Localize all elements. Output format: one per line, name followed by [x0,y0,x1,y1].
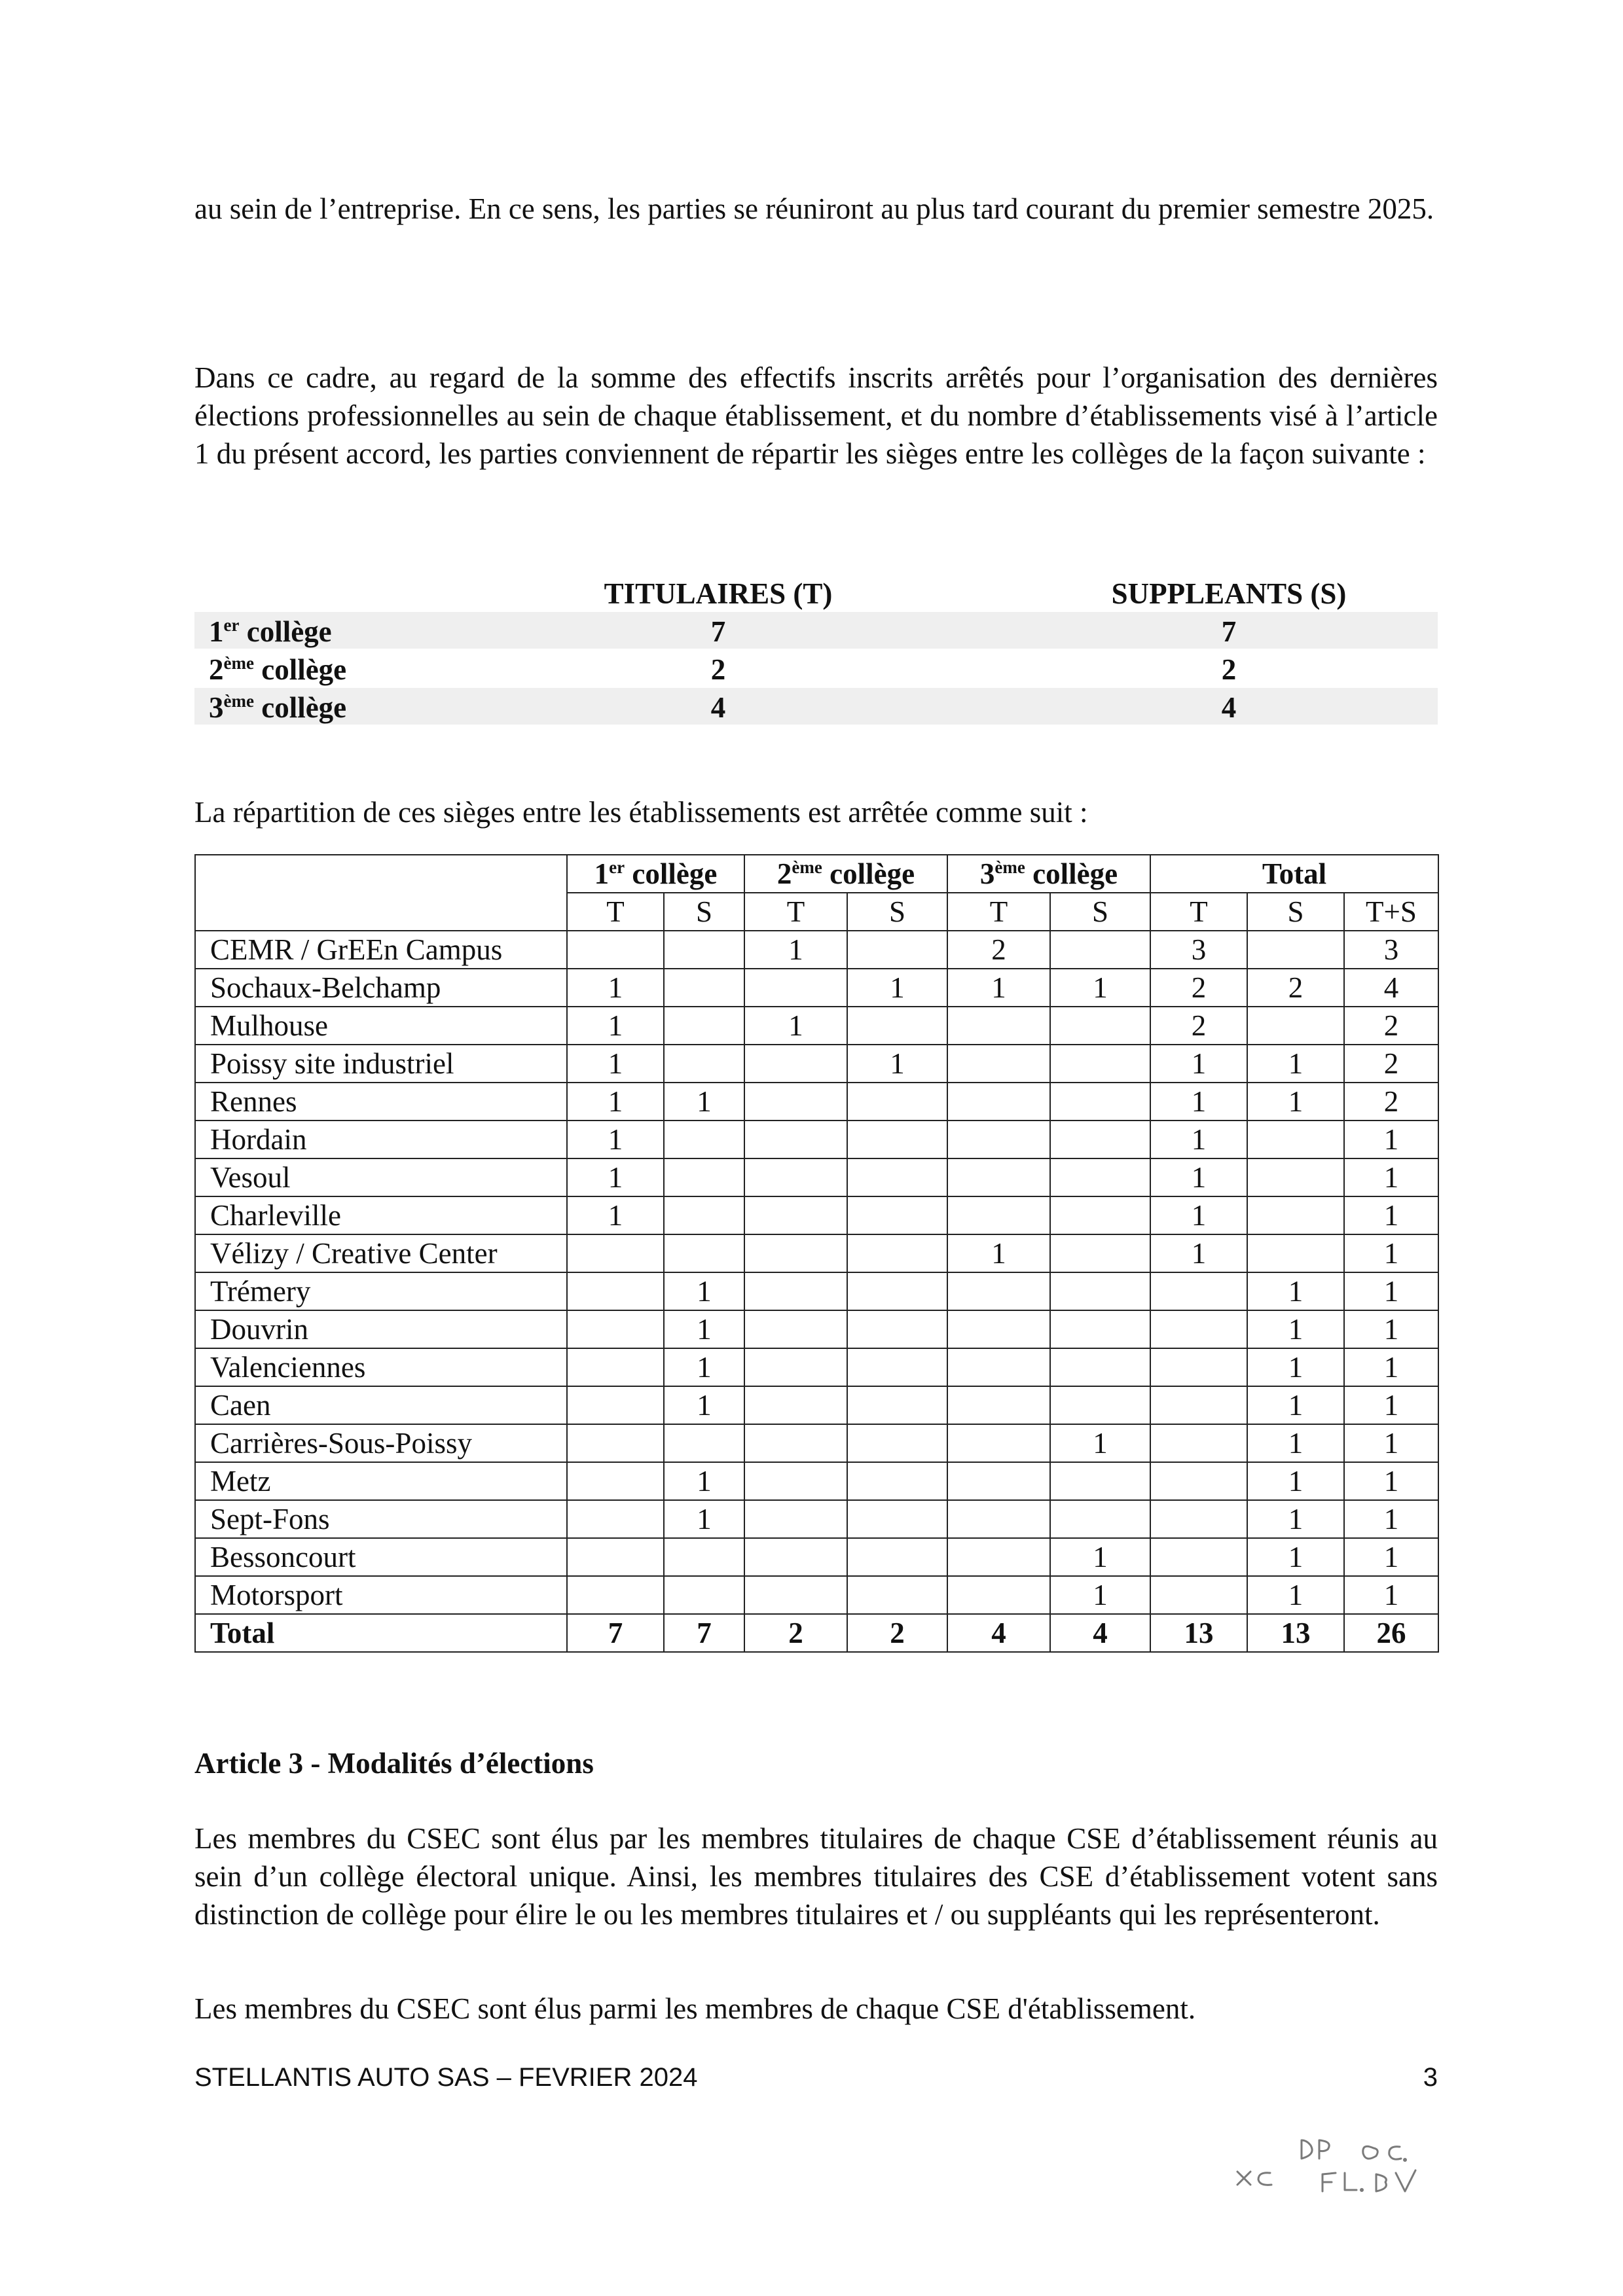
seat-count-cell: 1 [1150,1121,1247,1158]
seat-count-cell [1050,1500,1150,1538]
seat-count-cell [947,1348,1050,1386]
grid-group-header: 2ème collège [744,855,947,893]
seat-count-cell [664,1045,744,1083]
seat-count-cell [567,1500,664,1538]
table-row [195,1234,1438,1272]
seat-count-cell [1247,1121,1344,1158]
seat-count-cell [947,1424,1050,1462]
grid-subheader-cell: T [947,893,1050,931]
seat-count-cell: 1 [567,1083,664,1121]
seat-count-cell [1050,1007,1150,1045]
grid-subheader-cell: S [1050,893,1150,931]
establishment-name: CEMR / GrEEn Campus [195,931,567,969]
seat-count-cell [1050,931,1150,969]
seat-count-cell: 1 [1150,1196,1247,1234]
grid-corner-cell [195,855,567,931]
seat-count-cell [847,1500,947,1538]
seat-count-cell [744,1348,847,1386]
seat-count-cell [947,1272,1050,1310]
college-label: 3ème collège [209,691,347,724]
seat-count-cell [1247,1158,1344,1196]
seat-count-cell: 1 [567,1121,664,1158]
seat-count-cell [744,1538,847,1576]
seat-count-cell [1050,1348,1150,1386]
seat-count-cell [744,1500,847,1538]
seat-count-cell [744,1462,847,1500]
seat-count-cell [664,1424,744,1462]
seat-count-cell [1150,1538,1247,1576]
seat-count-cell: 1 [1150,1234,1247,1272]
intro-paragraph-1: au sein de l’entreprise. En ce sens, les parties se réuniront au plus tard courant du premier semestre 2025. [194,192,1434,225]
seat-count-cell: 7 [664,1614,744,1652]
table-row [195,1348,1438,1386]
seat-count-cell [947,1121,1050,1158]
establishment-name: Charleville [195,1196,567,1234]
seat-count-cell: 1 [1344,1348,1438,1386]
seat-count-cell: 1 [1050,1538,1150,1576]
seat-count-cell: 1 [567,1196,664,1234]
establishment-name: Sochaux-Belchamp [195,969,567,1007]
seat-count-cell [744,1158,847,1196]
summary-row [194,650,1438,687]
seat-count-cell: 1 [567,969,664,1007]
establishment-name: Motorsport [195,1576,567,1614]
suppleants-value: 4 [1221,691,1237,724]
table-row [195,969,1438,1007]
seat-count-cell [847,1538,947,1576]
establishment-name: Vesoul [195,1158,567,1196]
seat-count-cell [664,931,744,969]
table-row [195,1500,1438,1538]
repartition-table [194,854,1439,1653]
seat-count-cell: 1 [1344,1424,1438,1462]
grid-subheader-cell: T [1150,893,1247,931]
seat-count-cell: 1 [1247,1576,1344,1614]
seat-count-cell [847,1272,947,1310]
seat-count-cell [847,1386,947,1424]
seat-count-cell: 1 [1344,1462,1438,1500]
grid-subheader-cell: T [567,893,664,931]
grid-header-row [195,855,1438,893]
seat-count-cell: 1 [664,1272,744,1310]
seat-count-cell [847,1576,947,1614]
seat-count-cell [744,1424,847,1462]
seat-count-cell [947,1462,1050,1500]
seat-count-cell [1150,1576,1247,1614]
seat-count-cell: 3 [1150,931,1247,969]
seat-count-cell [847,1196,947,1234]
article-3-paragraph-1: Les membres du CSEC sont élus par les membres titulaires de chaque CSE d’établissement réunis au sein d’un collège électoral unique. Ainsi, les membres titulaires des CSE d’établissement votent sans distinction de collège pour élire le ou les membres titulaires et / ou suppléants qui les représenteront. [194,1822,1438,1931]
seat-count-cell: 1 [1344,1272,1438,1310]
seat-count-cell [847,1007,947,1045]
seat-count-cell: 1 [847,1045,947,1083]
seat-count-cell [567,1234,664,1272]
seat-count-cell: 1 [1247,1045,1344,1083]
seat-count-cell [847,1121,947,1158]
seat-count-cell [744,1272,847,1310]
seat-count-cell [664,1196,744,1234]
seat-count-cell: 2 [1344,1045,1438,1083]
seat-count-cell [744,1386,847,1424]
grid-group-header: 3ème collège [947,855,1150,893]
seat-count-cell [1150,1500,1247,1538]
header-titulaires: TITULAIRES (T) [604,577,833,610]
seat-count-cell: 4 [1344,969,1438,1007]
seat-count-cell [744,1310,847,1348]
seat-count-cell [1247,1234,1344,1272]
seat-count-cell: 1 [567,1045,664,1083]
seat-count-cell: 26 [1344,1614,1438,1652]
table-row [195,1196,1438,1234]
seat-count-cell: 1 [1247,1462,1344,1500]
seat-count-cell: 1 [1344,1310,1438,1348]
grid-subheader-cell: S [847,893,947,931]
table-row [195,1007,1438,1045]
seat-count-cell [664,1576,744,1614]
seat-count-cell: 1 [664,1310,744,1348]
grid-group-header: Total [1150,855,1438,893]
table-row [195,1386,1438,1424]
seat-count-cell: 2 [947,931,1050,969]
seat-count-cell [1050,1196,1150,1234]
seat-count-cell: 1 [664,1462,744,1500]
seat-count-cell: 4 [1050,1614,1150,1652]
seat-count-cell [847,931,947,969]
seat-count-cell [1050,1045,1150,1083]
seat-count-cell: 1 [847,969,947,1007]
seat-count-cell [947,1083,1050,1121]
article-3-heading: Article 3 - Modalités d’élections [194,1747,594,1780]
seat-count-cell [947,1196,1050,1234]
seat-count-cell [664,1234,744,1272]
summary-row [194,612,1438,649]
seat-count-cell [664,1007,744,1045]
page-number: 3 [1423,2063,1438,2092]
establishment-name: Mulhouse [195,1007,567,1045]
seat-count-cell [847,1348,947,1386]
table-row [195,1538,1438,1576]
seat-count-cell: 1 [664,1386,744,1424]
seat-count-cell [1050,1158,1150,1196]
seat-count-cell [664,969,744,1007]
seat-count-cell [1247,1196,1344,1234]
seat-count-cell [744,1234,847,1272]
table-row [195,1424,1438,1462]
establishment-name: Trémery [195,1272,567,1310]
grid-subheader-cell: S [1247,893,1344,931]
seat-count-cell [847,1083,947,1121]
seat-count-cell: 1 [1150,1045,1247,1083]
seat-count-cell [744,1196,847,1234]
grid-subheader-cell: T [744,893,847,931]
seat-count-cell: 1 [1344,1121,1438,1158]
seat-count-cell: 2 [744,1614,847,1652]
establishment-name: Caen [195,1386,567,1424]
page-footer [194,2063,1438,2092]
seat-count-cell [567,1462,664,1500]
seat-count-cell: 1 [1344,1386,1438,1424]
establishment-name: Poissy site industriel [195,1045,567,1083]
table-row [195,1083,1438,1121]
seat-count-cell [664,1538,744,1576]
seat-count-cell: 7 [567,1614,664,1652]
seat-count-cell [567,1386,664,1424]
seat-count-cell [947,1045,1050,1083]
titulaires-value: 2 [710,653,726,686]
seat-count-cell [1050,1083,1150,1121]
seat-count-cell [744,1576,847,1614]
seat-count-cell: 1 [1050,1576,1150,1614]
seat-count-cell: 1 [1344,1234,1438,1272]
seat-count-cell [1247,931,1344,969]
seat-count-cell [947,1576,1050,1614]
seat-count-cell: 1 [1247,1500,1344,1538]
header-suppleants: SUPPLEANTS (S) [1111,577,1347,610]
seat-count-cell [1150,1272,1247,1310]
establishment-name: Douvrin [195,1310,567,1348]
seat-count-cell [567,1538,664,1576]
seat-count-cell [744,1083,847,1121]
seat-count-cell [1050,1121,1150,1158]
seat-count-cell [1050,1234,1150,1272]
establishment-name: Rennes [195,1083,567,1121]
seat-count-cell: 1 [1344,1538,1438,1576]
seat-count-cell: 1 [1050,969,1150,1007]
seat-count-cell: 2 [1150,1007,1247,1045]
establishment-name: Sept-Fons [195,1500,567,1538]
seat-count-cell: 2 [1150,969,1247,1007]
seat-count-cell [664,1121,744,1158]
establishment-name: Valenciennes [195,1348,567,1386]
seat-count-cell [567,931,664,969]
titulaires-value: 4 [710,691,726,724]
seat-count-cell: 13 [1150,1614,1247,1652]
seat-count-cell: 1 [1247,1538,1344,1576]
table-row [195,1272,1438,1310]
total-row [195,1614,1438,1652]
seat-count-cell [1247,1007,1344,1045]
seat-count-cell: 2 [847,1614,947,1652]
seat-count-cell: 1 [1344,1500,1438,1538]
seat-count-cell [947,1158,1050,1196]
seat-count-cell: 1 [744,931,847,969]
seat-count-cell [744,1121,847,1158]
seat-count-cell [947,1538,1050,1576]
seat-count-cell: 1 [1247,1272,1344,1310]
suppleants-value: 2 [1221,653,1237,686]
seat-count-cell [664,1158,744,1196]
seat-count-cell [1050,1462,1150,1500]
seat-count-cell [947,1007,1050,1045]
seat-count-cell: 1 [1247,1310,1344,1348]
intro-paragraph-2: Dans ce cadre, au regard de la somme des effectifs inscrits arrêtés pour l’organisation des dernières élections professionnelles au sein de chaque établissement, et du nombre d’établissements visé à l’article 1 du présent accord, les parties conviennent de répartir les sièges entre les collèges de la façon suivante : [194,361,1438,470]
seat-count-cell [847,1424,947,1462]
table-row [195,1462,1438,1500]
seat-count-cell: 1 [664,1083,744,1121]
summary-header-row [194,574,1438,611]
grid-subheader-cell: T+S [1344,893,1438,931]
table-row [195,931,1438,969]
table-row [195,1158,1438,1196]
seat-count-cell [567,1424,664,1462]
seat-count-cell: 1 [664,1500,744,1538]
table-row [195,1045,1438,1083]
establishment-name: Metz [195,1462,567,1500]
seat-count-cell [1150,1348,1247,1386]
seat-count-cell: 1 [567,1158,664,1196]
seat-count-cell [567,1576,664,1614]
seat-count-cell: 2 [1344,1007,1438,1045]
seat-count-cell: 1 [947,1234,1050,1272]
seat-count-cell [1150,1462,1247,1500]
table-row [195,1121,1438,1158]
seat-count-cell: 1 [1344,1576,1438,1614]
seat-count-cell [1150,1386,1247,1424]
seat-count-cell: 13 [1247,1614,1344,1652]
table-row [195,1310,1438,1348]
establishment-name: Carrières-Sous-Poissy [195,1424,567,1462]
seat-count-cell: 1 [947,969,1050,1007]
seat-count-cell: 1 [1344,1158,1438,1196]
seat-count-cell: 1 [1247,1348,1344,1386]
seat-count-cell [567,1348,664,1386]
repartition-intro: La répartition de ces sièges entre les établissements est arrêtée comme suit : [194,796,1088,829]
seat-count-cell [1050,1310,1150,1348]
seat-count-cell [1150,1310,1247,1348]
seat-count-cell: 2 [1247,969,1344,1007]
seat-count-cell: 1 [1247,1083,1344,1121]
seat-count-cell: 1 [1050,1424,1150,1462]
seat-count-cell: 1 [1344,1196,1438,1234]
titulaires-value: 7 [710,615,726,648]
grid-group-header: 1er collège [567,855,744,893]
seat-count-cell [947,1310,1050,1348]
seat-count-cell: 1 [1247,1424,1344,1462]
seat-count-cell [947,1386,1050,1424]
seat-count-cell: 1 [1150,1158,1247,1196]
handwritten-initials-signature [1224,2121,1440,2199]
grid-subheader-cell: S [664,893,744,931]
table-row [195,1576,1438,1614]
seat-count-cell: 2 [1344,1083,1438,1121]
suppleants-value: 7 [1221,615,1237,648]
seat-count-cell [847,1310,947,1348]
seat-count-cell [567,1310,664,1348]
establishment-name: Total [195,1614,567,1652]
college-label: 2ème collège [209,653,347,686]
seat-count-cell [847,1462,947,1500]
seat-count-cell: 3 [1344,931,1438,969]
summary-row [194,688,1438,725]
seat-count-cell [947,1500,1050,1538]
seat-count-cell: 1 [1150,1083,1247,1121]
seat-count-cell [744,1045,847,1083]
seat-count-cell: 1 [1247,1386,1344,1424]
article-3-paragraph-2: Les membres du CSEC sont élus parmi les membres de chaque CSE d'établissement. [194,1992,1196,2025]
seat-count-cell [567,1272,664,1310]
seat-count-cell: 4 [947,1614,1050,1652]
seat-count-cell [847,1234,947,1272]
seat-count-cell [744,969,847,1007]
college-label: 1er collège [209,615,332,648]
seat-count-cell [1050,1386,1150,1424]
establishment-name: Vélizy / Creative Center [195,1234,567,1272]
seat-count-cell: 1 [664,1348,744,1386]
establishment-name: Hordain [195,1121,567,1158]
seat-count-cell [847,1158,947,1196]
footer-company-date: STELLANTIS AUTO SAS – FEVRIER 2024 [194,2063,698,2092]
seat-count-cell [1050,1272,1150,1310]
seat-count-cell [1150,1424,1247,1462]
repartition-table-body [195,855,1438,1652]
seat-count-cell: 1 [744,1007,847,1045]
seat-count-cell: 1 [567,1007,664,1045]
establishment-name: Bessoncourt [195,1538,567,1576]
